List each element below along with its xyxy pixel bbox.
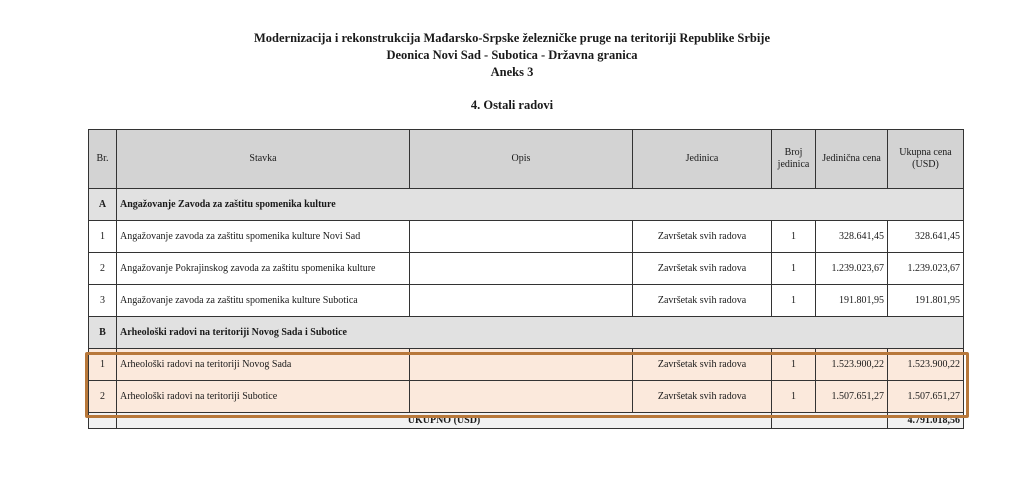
cell-br: 3 [89,285,117,317]
table-row [89,285,964,317]
cell-jedinicna: 328.641,45 [816,221,888,253]
cell-opis [410,381,633,413]
cell-broj: 1 [772,381,816,413]
col-header-jedinicna: Jedinična cena [816,130,888,189]
cell-jedinica: Završetak svih radova [633,253,772,285]
cell-br: 2 [89,381,117,413]
cell-jedinica: Završetak svih radova [633,381,772,413]
annex-label: Aneks 3 [490,65,534,79]
cost-table [88,129,964,429]
cell-br: 2 [89,253,117,285]
cell-ukupna: 1.507.651,27 [888,381,964,413]
section-title: 4. Ostali radovi [470,98,554,112]
col-header-jedinica: Jedinica [633,130,772,189]
cell-opis [410,253,633,285]
cell-broj: 1 [772,349,816,381]
col-header-stavka: Stavka [117,130,410,189]
total-value: 4.791.018,56 [888,413,964,429]
cell-opis [410,349,633,381]
cell-ukupna: 1.523.900,22 [888,349,964,381]
total-spacer [89,413,117,429]
cell-ukupna: 191.801,95 [888,285,964,317]
section-title: Angažovanje Zavoda za zaštitu spomenika kulture [117,189,964,221]
table-row [89,253,964,285]
cell-br: 1 [89,349,117,381]
cell-jedinica: Završetak svih radova [633,221,772,253]
table-header-row [89,130,964,189]
total-empty [772,413,888,429]
cell-ukupna: 328.641,45 [888,221,964,253]
table-row-highlighted [89,381,964,413]
cell-jedinicna: 191.801,95 [816,285,888,317]
table-row-highlighted [89,349,964,381]
cell-stavka: Angažovanje zavoda za zaštitu spomenika kulture Novi Sad [117,221,410,253]
cell-broj: 1 [772,285,816,317]
cell-stavka: Arheološki radovi na teritoriji Novog Sada [117,349,410,381]
document-title: Modernizacija i rekonstrukcija Mađarsko-Srpske železničke pruge na teritoriji Republike Srbije [253,31,771,45]
cell-stavka: Arheološki radovi na teritoriji Subotice [117,381,410,413]
document-subtitle: Deonica Novi Sad - Subotica - Državna granica [386,48,638,62]
col-header-opis: Opis [410,130,633,189]
cell-jedinica: Završetak svih radova [633,285,772,317]
cell-opis [410,221,633,253]
cell-jedinica: Završetak svih radova [633,349,772,381]
total-row [89,413,964,429]
cell-opis [410,285,633,317]
section-code: A [89,189,117,221]
cell-jedinicna: 1.523.900,22 [816,349,888,381]
section-row-a [89,189,964,221]
cell-br: 1 [89,221,117,253]
cell-broj: 1 [772,221,816,253]
col-header-broj: Broj jedinica [772,130,816,189]
section-row-b [89,317,964,349]
total-label: UKUPNO (USD) [117,413,772,429]
cell-jedinicna: 1.239.023,67 [816,253,888,285]
table-row [89,221,964,253]
cell-jedinicna: 1.507.651,27 [816,381,888,413]
cell-stavka: Angažovanje Pokrajinskog zavoda za zaštitu spomenika kulture [117,253,410,285]
col-header-br: Br. [89,130,117,189]
cell-stavka: Angažovanje zavoda za zaštitu spomenika kulture Subotica [117,285,410,317]
section-title: Arheološki radovi na teritoriji Novog Sada i Subotice [117,317,964,349]
section-code: B [89,317,117,349]
col-header-ukupna: Ukupna cena (USD) [888,130,964,189]
cell-broj: 1 [772,253,816,285]
cell-ukupna: 1.239.023,67 [888,253,964,285]
